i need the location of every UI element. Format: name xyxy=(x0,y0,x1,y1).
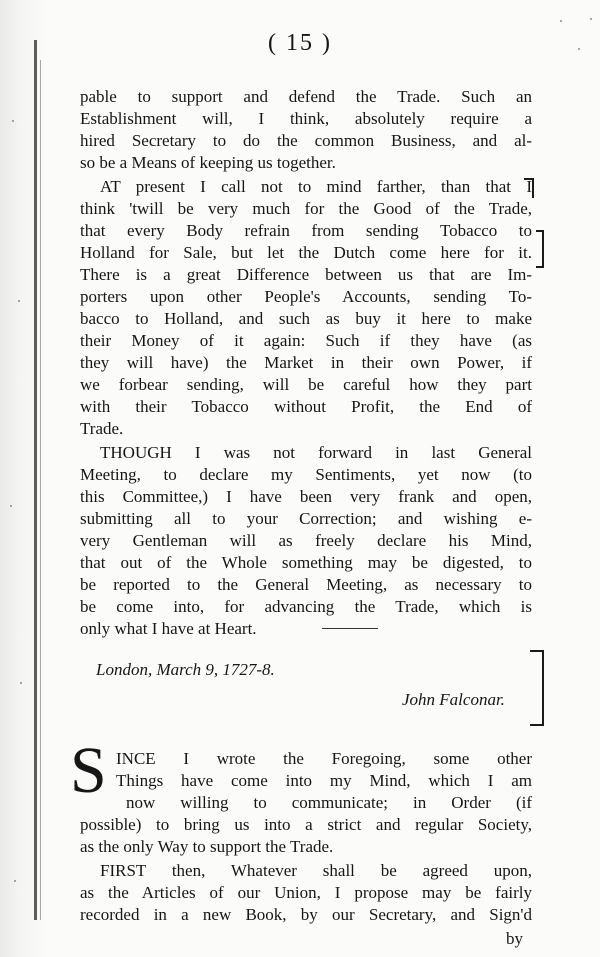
text-line: INCE I wrote the Foregoing, some other xyxy=(116,749,532,768)
text-line: that every Body refrain from sending Tobacco to xyxy=(80,221,532,240)
text-line: FIRST then, Whatever shall be agreed upon, xyxy=(100,861,532,880)
closing-rule xyxy=(322,628,378,629)
text-line: Trade. xyxy=(80,419,124,438)
margin-bracket xyxy=(530,650,544,726)
text-line: that out of the Whole something may be digested, to xyxy=(80,553,532,572)
text-line: AT present I call not to mind farther, than that I xyxy=(100,177,532,196)
drop-cap: S xyxy=(70,734,107,807)
scan-speck xyxy=(10,505,12,507)
binding-edge-line xyxy=(34,40,37,920)
binding-edge-line-inner xyxy=(40,60,41,920)
catchword: by xyxy=(506,929,523,948)
margin-bracket xyxy=(524,178,534,198)
text-line: porters upon other People's Accounts, sending To- xyxy=(80,287,532,306)
text-line: think 'twill be very much for the Good of the Trade, xyxy=(80,199,532,218)
text-line: be reported to the General Meeting, as necessary to xyxy=(80,575,532,594)
signature-name: John Falconar. xyxy=(402,690,505,709)
scan-speck xyxy=(560,20,562,22)
text-line: with their Tobacco without Profit, the End of xyxy=(80,397,532,416)
text-line: as the Articles of our Union, I propose may be fairly xyxy=(80,883,532,902)
scan-speck xyxy=(12,120,14,122)
text-line: pable to support and defend the Trade. Such an xyxy=(80,87,532,106)
text-line: Establishment will, I think, absolutely require a xyxy=(80,109,532,128)
text-line: THOUGH I was not forward in last General xyxy=(100,443,532,462)
page-number: ( 15 ) xyxy=(268,30,332,56)
text-line: only what I have at Heart. xyxy=(80,619,257,638)
scan-speck xyxy=(14,880,16,882)
scan-speck xyxy=(18,300,20,302)
scan-speck xyxy=(20,682,22,684)
scan-speck xyxy=(590,18,592,20)
text-line: possible) to bring us into a strict and regular Society, xyxy=(80,815,532,834)
text-line: bacco to Holland, and such as buy it here to make xyxy=(80,309,532,328)
text-line: now willing to communicate; in Order (if xyxy=(126,793,532,812)
signature-date: London, March 9, 1727-8. xyxy=(96,660,275,679)
text-line: their Money of it again: Such if they have (as xyxy=(80,331,532,350)
text-line: as the only Way to support the Trade. xyxy=(80,837,334,856)
text-line: recorded in a new Book, by our Secretary, and Sign'd xyxy=(80,905,532,924)
margin-bracket xyxy=(536,230,544,268)
text-line: submitting all to your Correction; and wishing e- xyxy=(80,509,532,528)
text-line: Things have come into my Mind, which I am xyxy=(116,771,532,790)
text-line: they will have) the Market in their own Power, if xyxy=(80,353,532,372)
text-line: so be a Means of keeping us together. xyxy=(80,153,336,172)
text-line: hired Secretary to do the common Business, and al- xyxy=(80,131,532,150)
text-line: Holland for Sale, but let the Dutch come here for it. xyxy=(80,243,532,262)
text-line: this Committee,) I have been very frank and open, xyxy=(80,487,532,506)
text-line: very Gentleman will as freely declare his Mind, xyxy=(80,531,532,550)
text-line: Meeting, to declare my Sentiments, yet now (to xyxy=(80,465,532,484)
text-line: we forbear sending, will be careful how they part xyxy=(80,375,532,394)
text-line: be come into, for advancing the Trade, which is xyxy=(80,597,532,616)
text-line: There is a great Difference between us that are Im- xyxy=(80,265,532,284)
